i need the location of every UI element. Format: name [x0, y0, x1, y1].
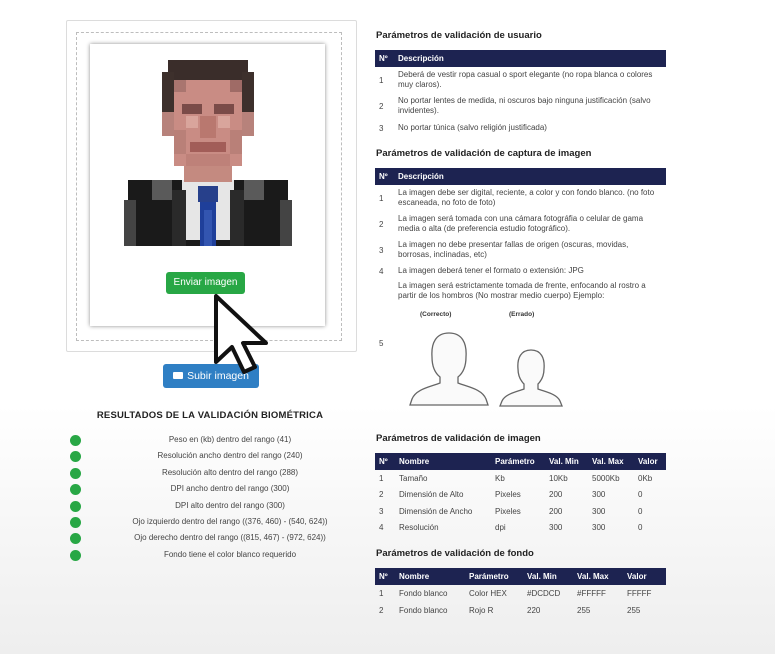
- row-description: La imagen deberá tener el formato o extensión: JPG: [398, 266, 584, 275]
- result-item: [68, 515, 368, 531]
- row-description: Deberá de vestir ropa casual o sport elegante (no ropa blanca o colores muy claros).: [398, 70, 653, 89]
- table-cell: Tamaño: [399, 473, 428, 483]
- table-cell: Fondo blanco: [399, 589, 448, 598]
- col-header: Nº: [375, 168, 394, 185]
- table-cell: 4: [379, 523, 384, 533]
- col-header: Val. Min: [523, 568, 573, 585]
- row-description: La imagen será tomada con una cámara fotográfia o celular de gama media o alta (de preferencia estudio fotográfico).: [398, 214, 644, 233]
- table-cell: 0Kb: [638, 473, 653, 483]
- table-cell: Rojo R: [469, 606, 494, 615]
- table-cell: 3: [379, 506, 384, 516]
- table-row: [375, 263, 666, 279]
- background-params-table: [375, 568, 666, 619]
- background-params-title: Parámetros de validación de fondo: [376, 548, 534, 559]
- row-number: 2: [379, 219, 384, 229]
- row-number: 3: [379, 245, 384, 255]
- row-number: 4: [379, 266, 384, 276]
- mouse-pointer-icon: [210, 292, 274, 374]
- col-header: Nombre: [395, 453, 491, 470]
- result-text: Peso en (kb) dentro del rango (41): [168, 435, 292, 444]
- table-cell: Kb: [495, 473, 505, 483]
- check-status-icon: [70, 533, 81, 544]
- table-cell: 300: [592, 490, 606, 500]
- capture-params-table: [375, 168, 666, 407]
- example-wrong-label: (Errado): [509, 311, 535, 318]
- table-cell: Fondo blanco: [399, 606, 448, 615]
- table-cell: 220: [527, 606, 541, 615]
- check-status-icon: [70, 550, 81, 561]
- table-cell: 1: [379, 589, 384, 598]
- table-cell: FFFFF: [627, 589, 652, 598]
- folder-icon: [173, 372, 183, 379]
- check-status-icon: [70, 501, 81, 512]
- table-cell: 300: [592, 506, 606, 516]
- table-row: [375, 67, 666, 93]
- table-row: [375, 237, 666, 263]
- col-header: Nº: [375, 50, 394, 67]
- row-description: La imagen no debe presentar fallas de origen (oscuras, movidas, borrosas, inclinadas, etc): [398, 240, 629, 259]
- check-status-icon: [70, 451, 81, 462]
- table-cell: Pixeles: [495, 490, 521, 500]
- table-row: [375, 119, 666, 137]
- col-header: Descripción: [394, 50, 666, 67]
- result-item: [68, 433, 368, 449]
- image-params-table: [375, 453, 666, 536]
- table-cell: 0: [638, 490, 643, 500]
- biometric-results-list: [68, 433, 368, 564]
- image-params-title: Parámetros de validación de imagen: [376, 433, 541, 444]
- result-text: Ojo izquierdo dentro del rango ((376, 460) - (540, 624)): [132, 516, 328, 526]
- result-item: [68, 466, 368, 482]
- table-cell: #DCDCD: [527, 589, 561, 598]
- row-description: No portar lentes de medida, ni oscuros bajo ninguna justificación (salvo invidentes).: [398, 96, 651, 115]
- col-header: Nº: [375, 568, 395, 585]
- check-status-icon: [70, 435, 81, 446]
- capture-params-title: Parámetros de validación de captura de imagen: [376, 148, 592, 159]
- row-description: La imagen debe ser digital, reciente, a color y con fondo blanco. (no foto escaneada, no foto de foto): [398, 188, 655, 207]
- col-header: Val. Max: [573, 568, 623, 585]
- table-cell: Pixeles: [495, 506, 521, 516]
- table-row: [375, 185, 666, 211]
- table-row: [375, 470, 666, 487]
- user-params-title: Parámetros de validación de usuario: [376, 30, 542, 41]
- check-status-icon: [70, 517, 81, 528]
- table-cell: Dimensión de Alto: [399, 490, 464, 500]
- table-cell: Resolución: [399, 523, 439, 533]
- table-cell: 1: [379, 473, 384, 483]
- table-cell: 200: [549, 506, 563, 516]
- table-cell: 2: [379, 606, 384, 615]
- row-description: La imagen será estrictamente tomada de frente, enfocando al rostro a partir de los hombros (No mostrar medio cuerpo) Ejemplo:: [398, 281, 646, 300]
- check-status-icon: [70, 484, 81, 495]
- photo-examples: [398, 301, 662, 401]
- table-cell: 10Kb: [549, 473, 568, 483]
- table-cell: 255: [577, 606, 591, 615]
- result-item: [68, 449, 368, 465]
- table-cell: 300: [592, 523, 606, 533]
- row-number: 1: [379, 193, 384, 203]
- table-row: [375, 602, 666, 619]
- table-cell: 255: [627, 606, 641, 615]
- result-text: Fondo tiene el color blanco requerido: [163, 549, 297, 559]
- table-cell: Dimensión de Ancho: [399, 506, 473, 516]
- row-number: 2: [379, 101, 384, 111]
- row-number: 1: [379, 75, 384, 85]
- result-text: DPI alto dentro del rango (300): [175, 500, 285, 510]
- col-header: Descripción: [394, 168, 666, 185]
- result-text: Resolución ancho dentro del rango (240): [157, 451, 303, 461]
- check-status-icon: [70, 468, 81, 479]
- table-cell: 0: [638, 506, 643, 516]
- result-item: [68, 499, 368, 515]
- col-header: Nº: [375, 453, 395, 470]
- result-text: Ojo derecho dentro del rango ((815, 467) - (972, 624)): [134, 533, 326, 543]
- col-header: Val. Max: [588, 453, 634, 470]
- send-image-button[interactable]: Enviar imagen: [166, 272, 245, 294]
- col-header: Nombre: [395, 568, 465, 585]
- col-header: Valor: [634, 453, 666, 470]
- user-params-table: [375, 50, 666, 137]
- pixelated-portrait-photo: [124, 60, 292, 246]
- table-row: [375, 211, 666, 237]
- table-row: [375, 520, 666, 537]
- upload-image-label: Subir imagen: [187, 370, 249, 382]
- table-row: [375, 487, 666, 504]
- table-cell: dpi: [495, 523, 506, 533]
- wrong-silhouette-icon: [494, 346, 568, 408]
- table-cell: 300: [549, 523, 563, 533]
- example-correct-label: (Correcto): [420, 311, 452, 318]
- result-text: DPI ancho dentro del rango (300): [170, 484, 290, 494]
- col-header: Parámetro: [465, 568, 523, 585]
- table-row: [375, 279, 666, 407]
- correct-silhouette-icon: [404, 329, 494, 407]
- result-item: [68, 482, 368, 498]
- result-item: [68, 531, 368, 547]
- row-description: No portar túnica (salvo religión justificada): [398, 123, 547, 132]
- table-cell: 2: [379, 490, 384, 500]
- result-item: [68, 548, 368, 564]
- table-row: [375, 503, 666, 520]
- table-row: [375, 93, 666, 119]
- col-header: Valor: [623, 568, 666, 585]
- biometric-results-title: RESULTADOS DE LA VALIDACIÓN BIOMÉTRICA: [96, 410, 324, 421]
- row-number: 5: [379, 338, 384, 348]
- table-cell: 200: [549, 490, 563, 500]
- table-cell: #FFFFF: [577, 589, 606, 598]
- row-number: 3: [379, 123, 384, 133]
- table-cell: Color HEX: [469, 589, 507, 598]
- col-header: Val. Min: [545, 453, 588, 470]
- table-cell: 5000Kb: [592, 473, 620, 483]
- result-text: Resolución alto dentro del rango (288): [161, 467, 299, 477]
- table-row: [375, 585, 666, 602]
- table-cell: 0: [638, 523, 643, 533]
- col-header: Parámetro: [491, 453, 545, 470]
- row-description-cell: [394, 279, 666, 407]
